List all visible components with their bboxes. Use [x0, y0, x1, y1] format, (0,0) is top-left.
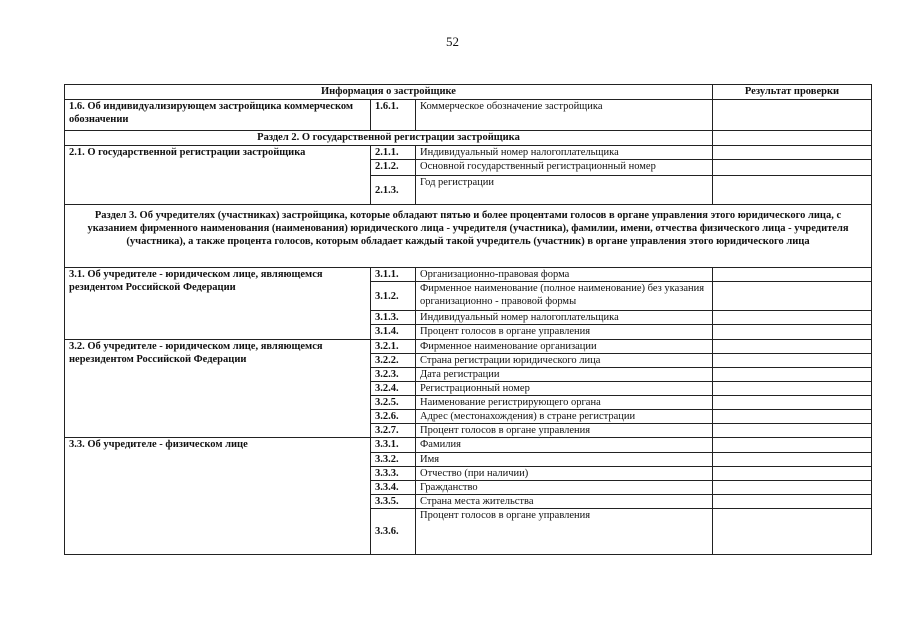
item-code: 3.2.5.: [371, 396, 416, 410]
result-cell[interactable]: [713, 268, 872, 282]
item-label: Процент голосов в органе управления: [416, 424, 713, 438]
item-code: 3.1.3.: [371, 311, 416, 325]
result-cell[interactable]: [713, 367, 872, 381]
page-number: 52: [446, 34, 459, 49]
result-cell[interactable]: [713, 396, 872, 410]
result-cell[interactable]: [713, 480, 872, 494]
item-code: 2.1.1.: [371, 146, 416, 160]
result-cell[interactable]: [713, 353, 872, 367]
table-row: [65, 146, 872, 160]
section-title: Раздел 2. О государственной регистрации застройщика: [65, 131, 713, 146]
item-code: 3.3.1.: [371, 438, 416, 452]
result-cell[interactable]: [713, 282, 872, 311]
item-label: Страна регистрации юридического лица: [416, 353, 713, 367]
group-label: 3.1. Об учредителе - юридическом лице, являющемся резидентом Российской Федерации: [65, 268, 371, 339]
item-label: Гражданство: [416, 480, 713, 494]
item-label: Отчество (при наличии): [416, 466, 713, 480]
item-label: Фамилия: [416, 438, 713, 452]
result-cell[interactable]: [713, 452, 872, 466]
group-label: 1.6. Об индивидуализирующем застройщика коммерческом обозначении: [65, 100, 371, 131]
result-cell[interactable]: [713, 509, 872, 555]
result-cell[interactable]: [713, 494, 872, 508]
item-label: Процент голосов в органе управления: [416, 325, 713, 339]
item-label: Индивидуальный номер налогоплательщика: [416, 311, 713, 325]
info-header: Информация о застройщике: [65, 85, 713, 100]
item-code: 3.1.2.: [371, 282, 416, 311]
result-cell[interactable]: [713, 311, 872, 325]
result-cell[interactable]: [713, 100, 872, 131]
item-code: 3.2.1.: [371, 339, 416, 353]
item-code: 3.2.6.: [371, 410, 416, 424]
item-code: 3.2.4.: [371, 381, 416, 395]
group-label: 3.3. Об учредителе - физическом лице: [65, 438, 371, 555]
item-label: Фирменное наименование (полное наименование) без указания организационно - правовой формы: [416, 282, 713, 311]
item-label: Страна места жительства: [416, 494, 713, 508]
item-code: 3.3.2.: [371, 452, 416, 466]
item-label: Наименование регистрирующего органа: [416, 396, 713, 410]
item-label: Год регистрации: [416, 176, 713, 205]
item-label: Процент голосов в органе управления: [416, 509, 713, 555]
table-row: [65, 339, 872, 353]
item-code: 3.3.6.: [371, 509, 416, 555]
item-code: 2.1.2.: [371, 160, 416, 176]
result-cell[interactable]: [713, 339, 872, 353]
result-cell[interactable]: [713, 160, 872, 176]
item-label: Адрес (местонахождения) в стране регистрации: [416, 410, 713, 424]
result-cell[interactable]: [713, 325, 872, 339]
result-cell[interactable]: [713, 131, 872, 146]
item-code: 2.1.3.: [371, 176, 416, 205]
group-label: 2.1. О государственной регистрации застройщика: [65, 146, 371, 205]
item-code: 3.2.2.: [371, 353, 416, 367]
item-label: Индивидуальный номер налогоплательщика: [416, 146, 713, 160]
item-code: 3.2.7.: [371, 424, 416, 438]
item-label: Коммерческое обозначение застройщика: [416, 100, 713, 131]
item-code: 3.1.4.: [371, 325, 416, 339]
section-title: Раздел 3. Об учредителях (участниках) застройщика, которые обладают пятью и более процентами голосов в органе управления этого юридического лица, с указанием фирменного наименования (наименования) юридического лица - учредителя (участника), фамилии, имени, отчества физического лица - учредителя (участника), а также процента голосов, которым обладает каждый такой учредитель (участник) в органе управления этого юридического лица: [65, 205, 872, 268]
item-label: Регистрационный номер: [416, 381, 713, 395]
item-code: 3.1.1.: [371, 268, 416, 282]
group-label: 3.2. Об учредителе - юридическом лице, являющемся нерезидентом Российской Федерации: [65, 339, 371, 438]
developer-info-table: [64, 84, 872, 555]
item-label: Основной государственный регистрационный номер: [416, 160, 713, 176]
item-code: 3.3.4.: [371, 480, 416, 494]
table-row: [65, 438, 872, 452]
table-row: [65, 268, 872, 282]
item-label: Организационно-правовая форма: [416, 268, 713, 282]
result-cell[interactable]: [713, 381, 872, 395]
result-cell[interactable]: [713, 424, 872, 438]
table-header-row: [65, 85, 872, 100]
result-cell[interactable]: [713, 466, 872, 480]
result-header: Результат проверки: [713, 85, 872, 100]
result-cell[interactable]: [713, 146, 872, 160]
item-code: 3.3.5.: [371, 494, 416, 508]
section-row: [65, 205, 872, 268]
item-code: 1.6.1.: [371, 100, 416, 131]
item-label: Дата регистрации: [416, 367, 713, 381]
result-cell[interactable]: [713, 438, 872, 452]
result-cell[interactable]: [713, 410, 872, 424]
item-label: Фирменное наименование организации: [416, 339, 713, 353]
table-row: [65, 100, 872, 131]
item-code: 3.2.3.: [371, 367, 416, 381]
item-label: Имя: [416, 452, 713, 466]
section-row: [65, 131, 872, 146]
item-code: 3.3.3.: [371, 466, 416, 480]
result-cell[interactable]: [713, 176, 872, 205]
